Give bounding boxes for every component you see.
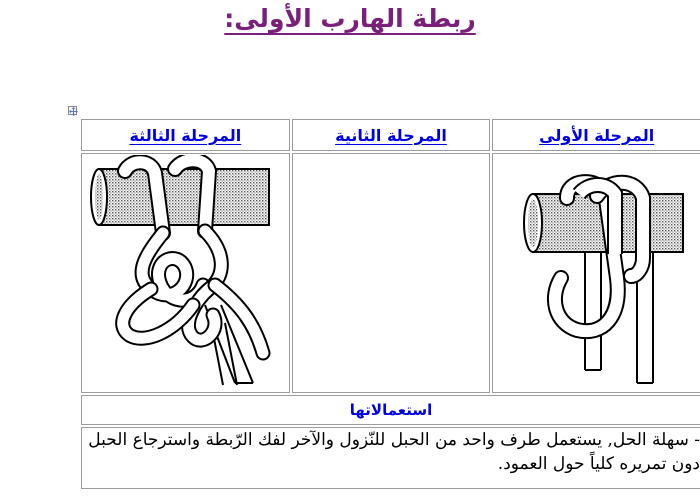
stage-two-cell <box>292 153 491 393</box>
usage-description: - سهلة الحل, يستعمل طرف واحد من الحبل للنّزول والآخر لفك الرّبطة واسترجاع الحبل دون تمريره كلياً حول العمود. <box>81 427 700 489</box>
document-title: ربطة الهارب الأولى: <box>224 4 476 33</box>
knot-stages-table <box>79 117 700 491</box>
usage-heading: استعمالاتها <box>81 395 700 425</box>
usage-heading-row <box>81 395 700 425</box>
stage-one-cell <box>492 153 700 393</box>
stage-one-header: المرحلة الأولى <box>492 119 700 151</box>
stage-two-header: المرحلة الثانية <box>292 119 491 151</box>
stage-one-knot-drawing <box>497 158 697 388</box>
move-cross-icon[interactable] <box>68 106 77 115</box>
stage-three-cell <box>81 153 290 393</box>
stage-three-knot-drawing <box>85 155 285 391</box>
stage-three-header: المرحلة الثالثة <box>81 119 290 151</box>
stage-header-row <box>81 119 700 151</box>
usage-text-row <box>81 427 700 489</box>
stage-image-row <box>81 153 700 393</box>
